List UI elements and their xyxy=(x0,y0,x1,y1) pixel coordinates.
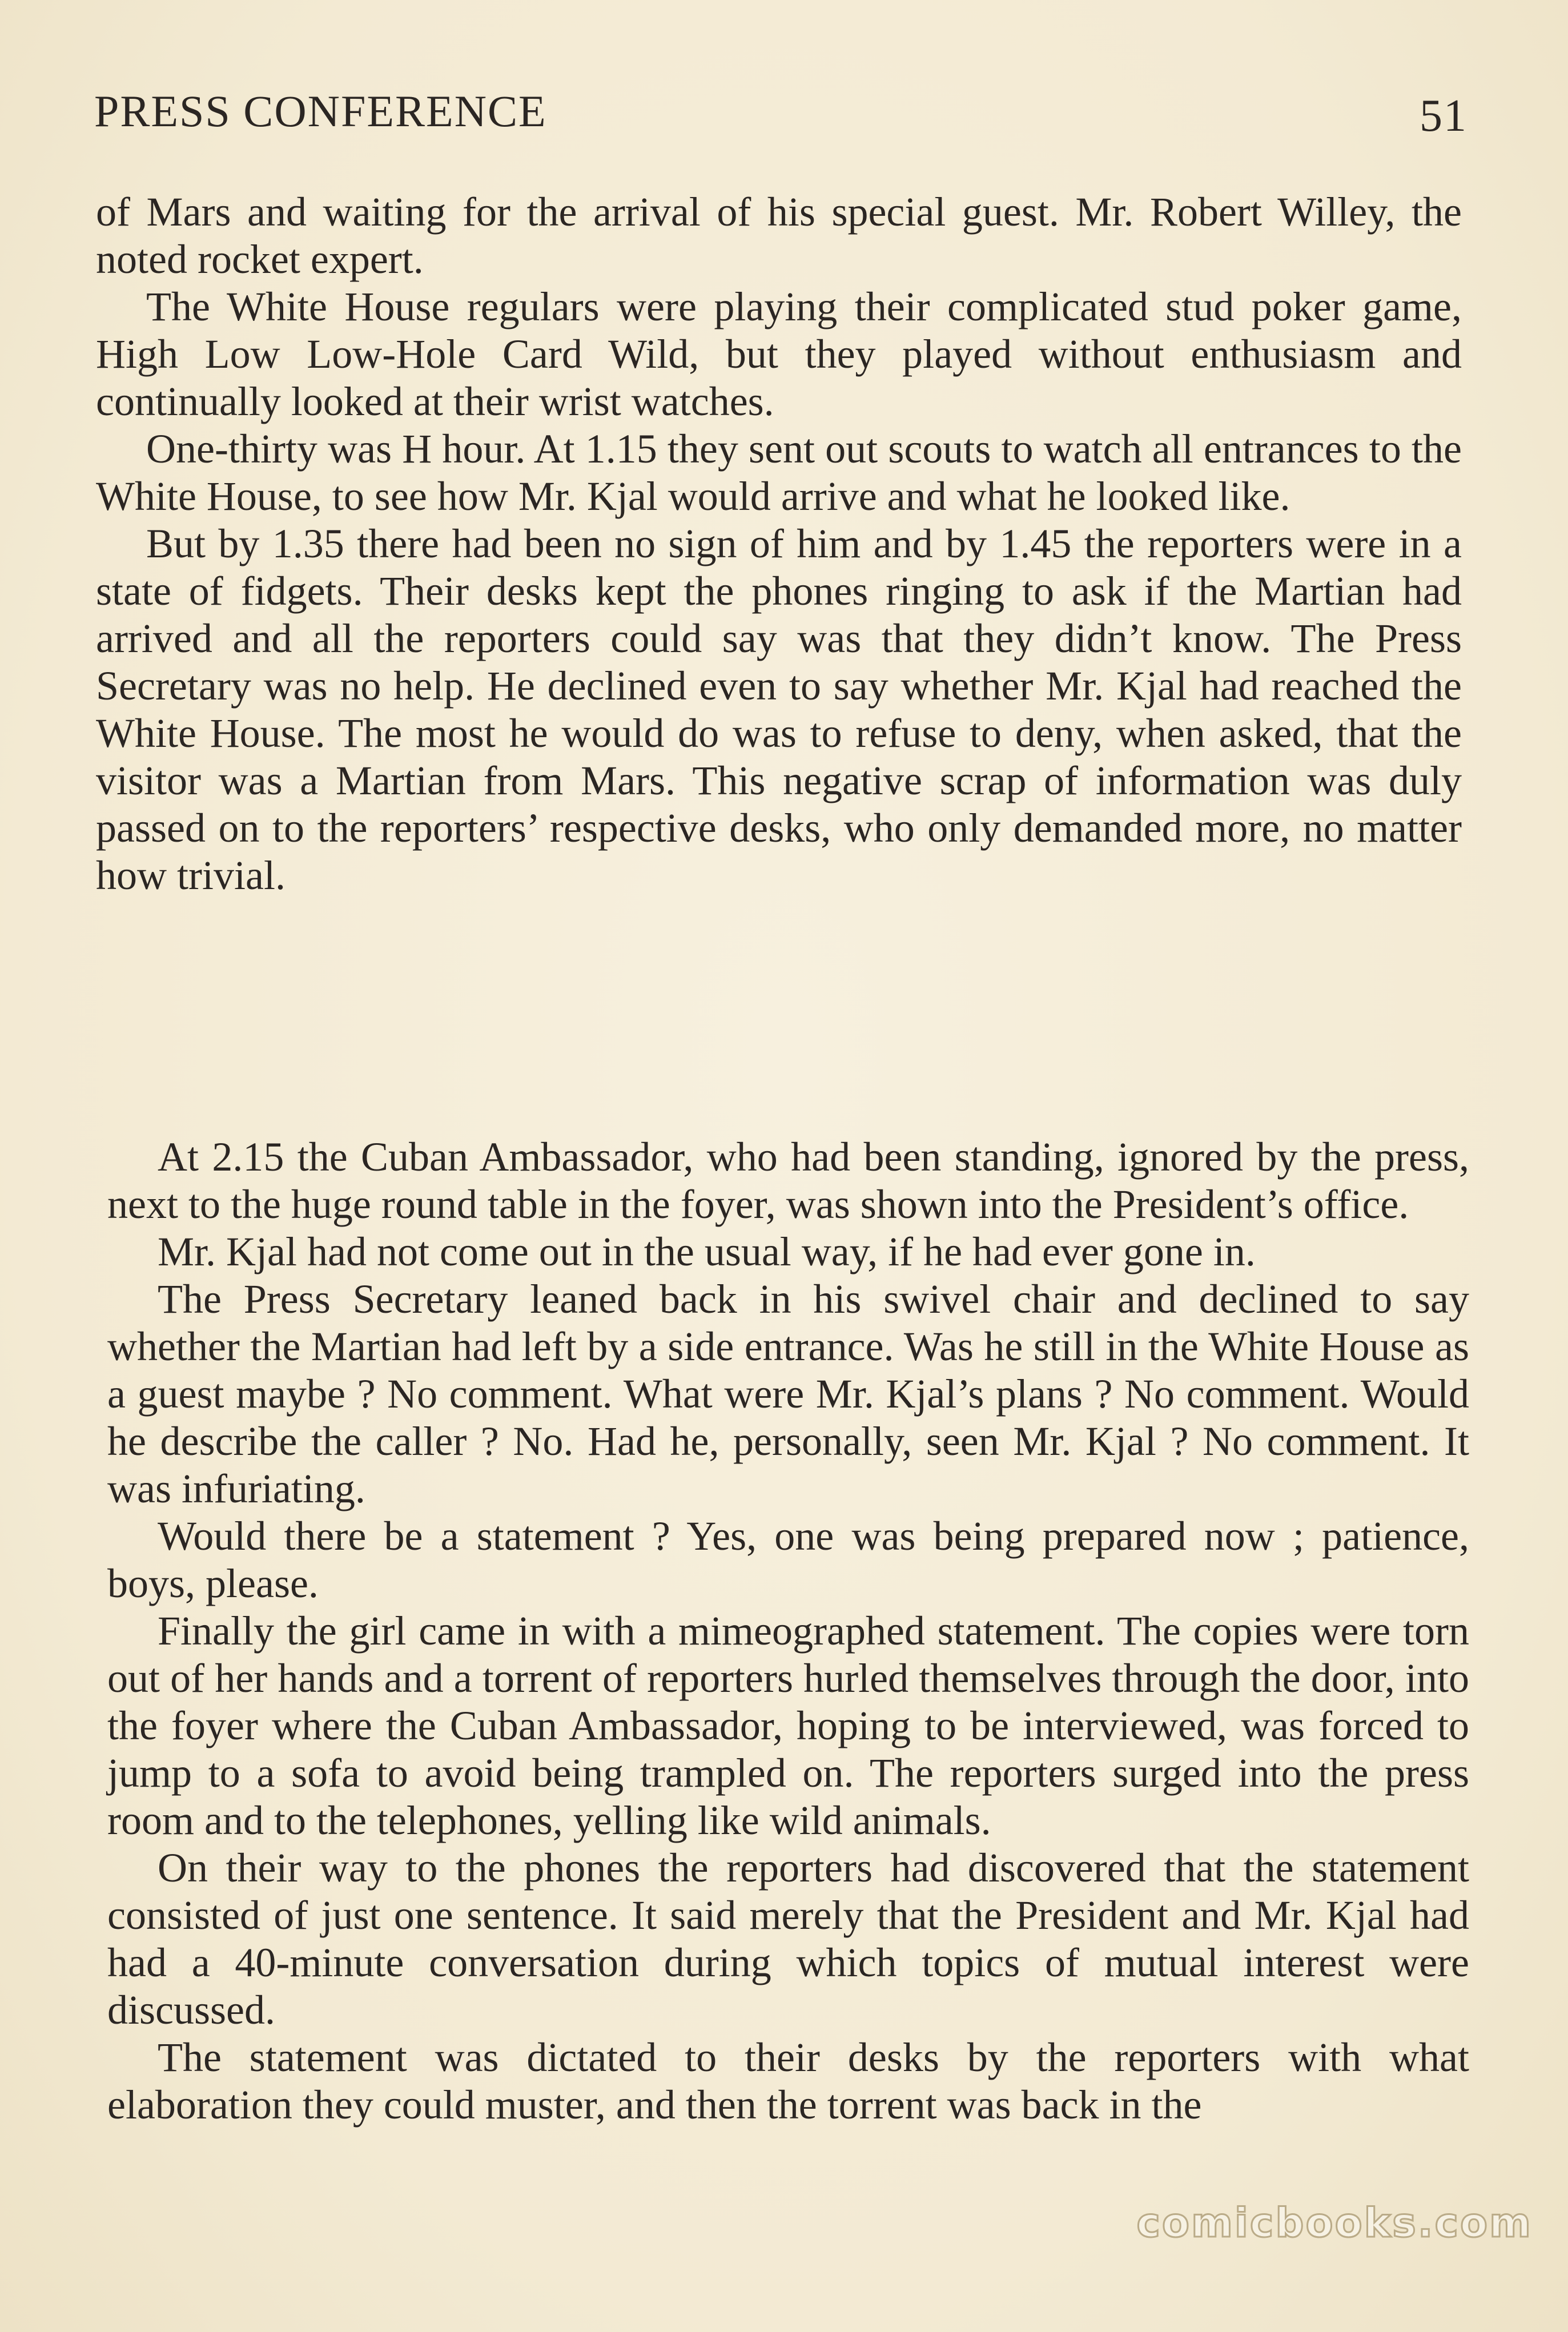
paragraph: But by 1.35 there had been no sign of him and by 1.45 the reporters were in a state of fidgets. Their desks kept the phones ringing to ask if the Martian had arrived and all the reporters could say was that they didn’t know. The Press Secretary was no help. He declined even to say whether Mr. Kjal had reached the White House. The most he would do was to refuse to deny, when asked, that the visitor was a Martian from Mars. This negative scrap of information was duly passed on to the reporters’ respective desks, who only demanded more, no matter how trivial. xyxy=(96,521,1462,898)
watermark: comicbooks.com xyxy=(1136,2200,1533,2246)
paragraph: Would there be a statement ? Yes, one was being prepared now ; patience, boys, please. xyxy=(107,1513,1469,1606)
body-text-section-1 xyxy=(96,188,1462,899)
paragraph: One-thirty was H hour. At 1.15 they sent out scouts to watch all entrances to the White House, to see how Mr. Kjal would arrive and what he looked like. xyxy=(96,426,1462,519)
paragraph: of Mars and waiting for the arrival of his special guest. Mr. Robert Willey, the noted rocket expert. xyxy=(96,189,1462,282)
paragraph: Mr. Kjal had not come out in the usual way, if he had ever gone in. xyxy=(158,1229,1256,1274)
paragraph: The Press Secretary leaned back in his swivel chair and declined to say whether the Martian had left by a side entrance. Was he still in the White House as a guest maybe ? No comment. What were Mr. Kjal’s plans ? No comment. Would he describe the caller ? No. Had he, personally, seen Mr. Kjal ? No comment. It was infuriating. xyxy=(107,1276,1469,1511)
body-text-section-2 xyxy=(107,1133,1469,2129)
paragraph: Finally the girl came in with a mimeographed statement. The copies were torn out of her hands and a torrent of reporters hurled themselves through the door, into the foyer where the Cuban Ambassador, hoping to be interviewed, was forced to jump to a sofa to avoid being trampled on. The reporters surged into the press room and to the telephones, yelling like wild animals. xyxy=(107,1608,1469,1843)
running-header xyxy=(94,86,1476,148)
paragraph: The White House regulars were playing their complicated stud poker game, High Low Low-Hole Card Wild, but they played without enthusiasm and continually looked at their wrist watches. xyxy=(96,284,1462,424)
running-title: PRESS CONFERENCE xyxy=(94,86,547,136)
paragraph: On their way to the phones the reporters had discovered that the statement consisted of just one sentence. It said merely that the President and Mr. Kjal had had a 40-minute conversation during which topics of mutual interest were discussed. xyxy=(107,1845,1469,2033)
paragraph: The statement was dictated to their desks by the reporters with what elaboration they could muster, and then the torrent was back in the xyxy=(107,2035,1469,2128)
page-number: 51 xyxy=(1420,91,1468,141)
paragraph: At 2.15 the Cuban Ambassador, who had been standing, ignored by the press, next to the huge round table in the foyer, was shown into the President’s office. xyxy=(107,1134,1469,1227)
